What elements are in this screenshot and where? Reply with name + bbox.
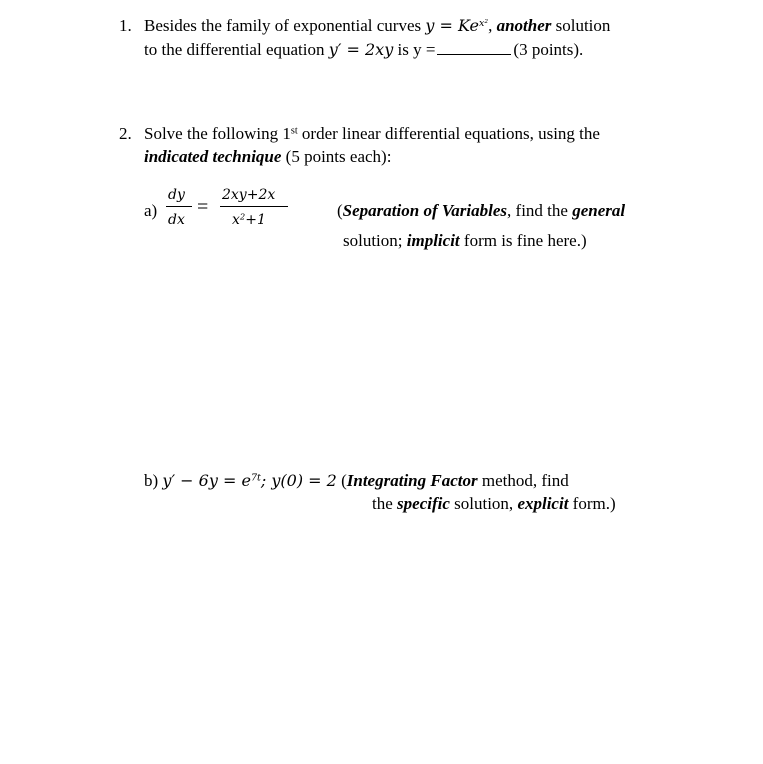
q2a-implicit: implicit: [406, 231, 460, 250]
q2b-equation: $y' - 6y = e^{7t}$; y(0) = 2: [162, 471, 337, 490]
q2a-general: general: [572, 201, 626, 220]
q2a-equals: =: [197, 196, 209, 218]
q1-de-equation: y′ = 2xy: [328, 40, 394, 59]
q1-points: (3 points).: [513, 40, 584, 59]
q2b-specific: specific: [397, 494, 450, 513]
q2a-lhs-numerator: dy: [168, 187, 185, 203]
q2a-rhs-numerator: 2xy+2x: [222, 187, 276, 203]
q1-line1: Besides the family of exponential curves $y = Ke^{x^2}$, another solution: [144, 16, 611, 35]
q2b-integrating-factor: Integrating Factor: [346, 471, 478, 490]
q2a-lhs-fraction-bar: [166, 206, 192, 207]
q2-line2: indicated technique (5 points each):: [144, 147, 392, 166]
q2a-note-line1: (Separation of Variables, find the general: [337, 201, 626, 220]
q2a-rhs-fraction-bar: [220, 206, 288, 207]
q2b-line2: the specific solution, explicit form.): [372, 494, 616, 513]
q2-number: 2.: [119, 124, 132, 143]
q2a-rhs-denominator: $x^2+1$: [232, 211, 266, 228]
q2a-lhs-denominator: dx: [168, 212, 185, 228]
q2a-label: a): [144, 201, 158, 220]
q2a-note-line2: solution; implicit form is fine here.): [343, 231, 587, 250]
q2a-separation-of-variables: Separation of Variables: [342, 201, 508, 220]
q2b-explicit: explicit: [517, 494, 569, 513]
q1-line1-text: Besides the family of exponential curves: [144, 16, 422, 35]
q2-indicated-technique: indicated technique: [144, 147, 282, 166]
q1-family-equation: $y = Ke^{x^2}$: [425, 16, 489, 35]
q2-line1: Solve the following 1st order linear differential equations, using the: [144, 124, 600, 143]
q1-line2: to the differential equation y′ = 2xy is y = (3 points).: [144, 40, 584, 59]
q2b-line1: b) $y' - 6y = e^{7t}$; y(0) = 2 (Integrating Factor method, find: [144, 471, 569, 490]
q1-answer-blank[interactable]: [437, 40, 511, 55]
q2b-label: b): [144, 471, 159, 490]
q1-another: another: [496, 16, 552, 35]
q1-number: 1.: [119, 16, 132, 35]
